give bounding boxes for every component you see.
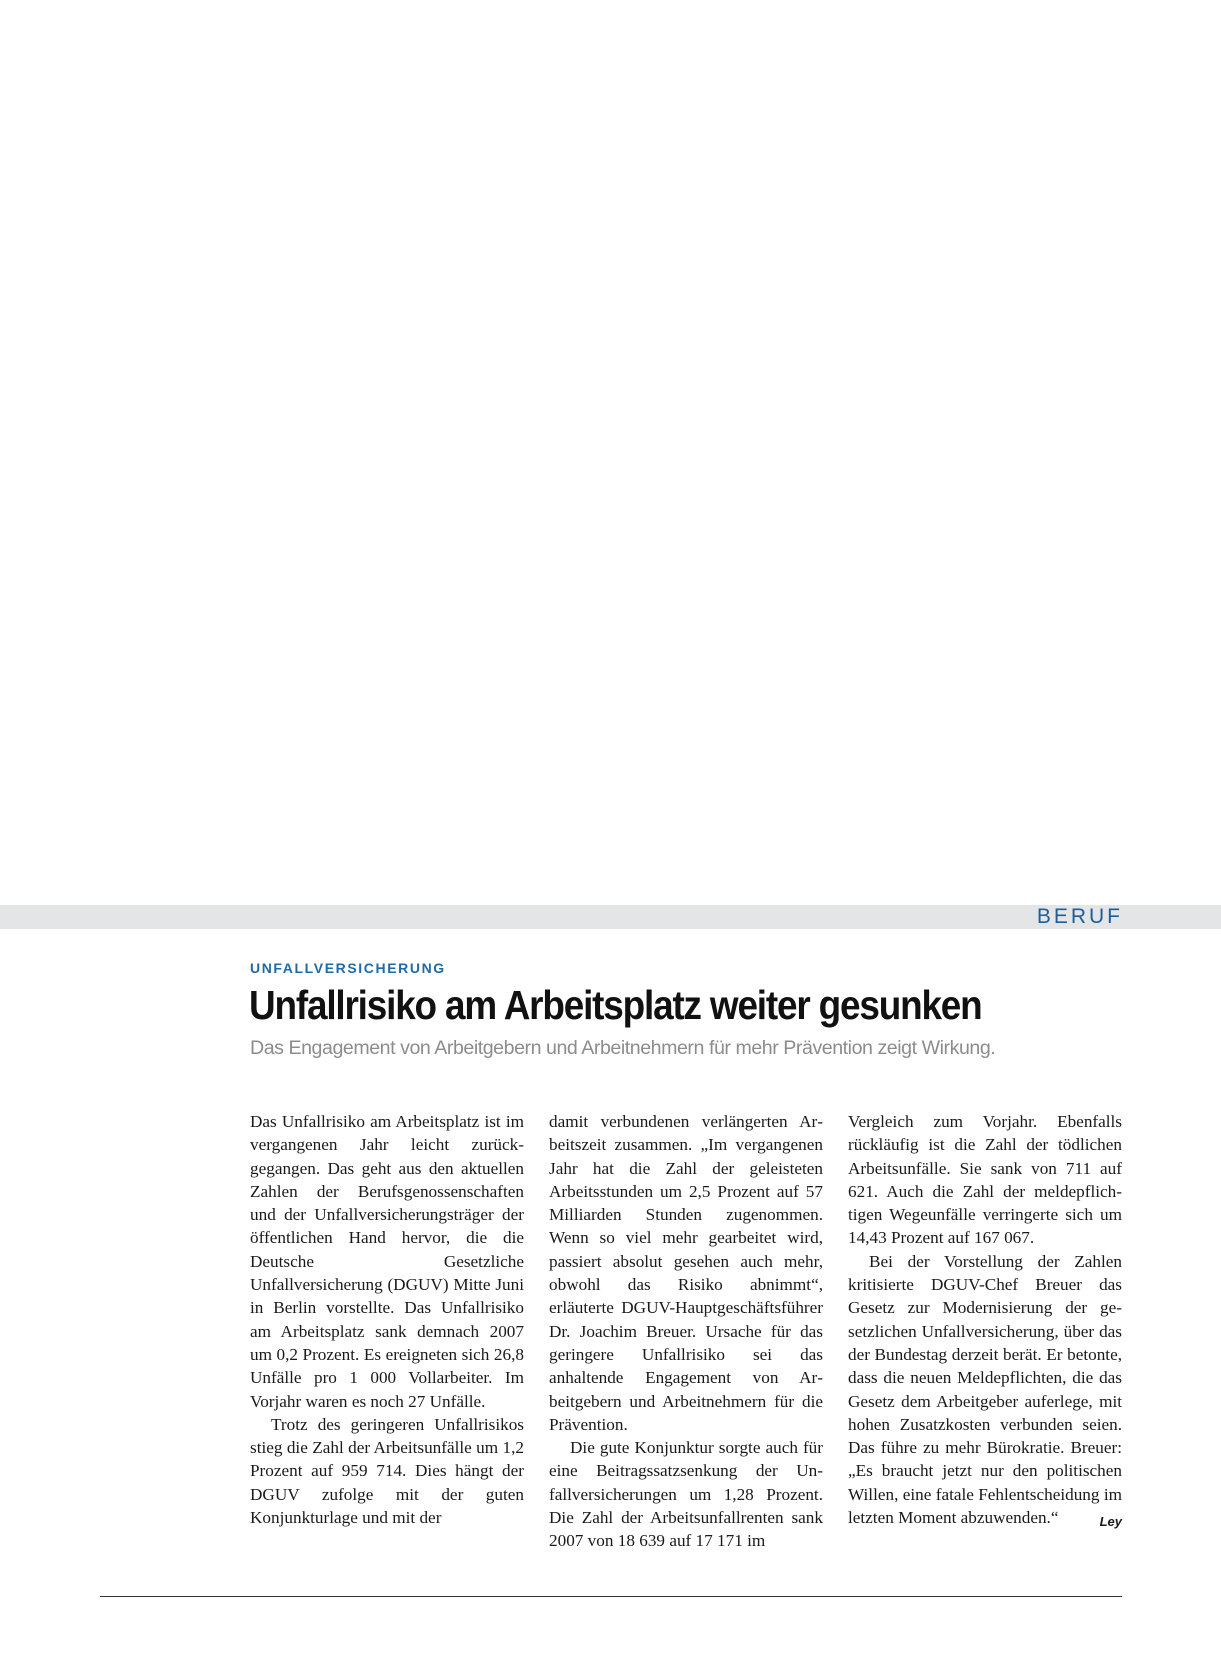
article-kicker: UNFALLVERSICHERUNG bbox=[250, 960, 446, 976]
article-column-2 bbox=[549, 1110, 823, 1553]
article-paragraph: Das Unfallrisiko am Arbeitsplatz ist im vergangenen Jahr leicht zurückgegangen. Das geht aus den aktuellen Zahlen der Berufsgenossenschaften und der Unfallversicherungsträger der öffentlichen Hand hervor, die die Deutsche Gesetzliche Unfallversicherung (DGUV) Mitte Juni in Berlin vorstellte. Das Unfallrisiko am Arbeitsplatz sank demnach 2007 um 0,2 Prozent. Es ereigneten sich 26,8 Unfälle pro 1 000 Vollarbeiter. Im Vorjahr waren es noch 27 Unfälle. bbox=[250, 1112, 524, 1411]
article-paragraph bbox=[848, 1250, 1122, 1530]
footer-rule bbox=[100, 1596, 1122, 1597]
article-subline: Das Engagement von Arbeitgebern und Arbeitnehmern für mehr Prävention zeigt Wirkung. bbox=[250, 1037, 996, 1059]
article-paragraph: Vergleich zum Vorjahr. Ebenfalls rückläufig ist die Zahl der tödlichen Arbeitsunfälle. Sie sank von 711 auf 621. Auch die Zahl der meldepflichtigen Wegeunfälle verringerte sich um 14,43 Prozent auf 167 067. bbox=[848, 1112, 1122, 1248]
article-column-1 bbox=[250, 1110, 524, 1553]
article-paragraph: Trotz des geringeren Unfallrisikos stieg die Zahl der Arbeitsunfälle um 1,2 Prozent auf 959 714. Dies hängt der DGUV zufolge mit der guten Konjunkturlage und mit der bbox=[250, 1414, 524, 1528]
article-paragraph: damit verbundenen verlängerten Arbeitszeit zusammen. „Im vergangenen Jahr hat die Zahl der geleisteten Arbeitsstunden um 2,5 Prozent auf 57 Milliarden Stunden zugenommen. Wenn so viel mehr gearbeitet wird, passiert absolut gesehen auch mehr, obwohl das Risiko abnimmt“, erläuterte DGUV-Hauptgeschäftsführer Dr. Joachim Breuer. Ursache für das geringere Unfallrisiko sei das anhaltende Engagement von Arbeitgebern und Arbeitnehmern für die Prävention. bbox=[549, 1112, 823, 1434]
article-body bbox=[250, 1110, 1122, 1553]
author-signature: Ley bbox=[1099, 1514, 1122, 1530]
article-headline: Unfallrisiko am Arbeitsplatz weiter gesunken bbox=[249, 982, 982, 1028]
section-bar bbox=[0, 905, 1221, 929]
article-column-3 bbox=[848, 1110, 1122, 1553]
section-label: BERUF bbox=[1036, 905, 1123, 928]
article-paragraph: Die gute Konjunktur sorgte auch für eine Beitragssatzsenkung der Unfallversicherungen um 1,28 Prozent. Die Zahl der Arbeitsunfallrenten sank 2007 von 18 639 auf 17 171 im bbox=[549, 1438, 823, 1551]
article-paragraph-text: Bei der Vorstellung der Zahlen kritisierte DGUV-Chef Breuer das Gesetz zur Modernisierung der gesetzlichen Unfallversicherung, über das der Bundestag derzeit berät. Er betonte, dass die neuen Meldepflichten, die das Gesetz dem Arbeitgeber auferlege, mit hohen Zusatzkosten verbunden seien. Das führe zu mehr Bürokratie. Breuer: „Es braucht jetzt nur den politischen Willen, eine fatale Fehlentscheidung im letzten Moment abzuwenden.“ bbox=[848, 1251, 1122, 1528]
